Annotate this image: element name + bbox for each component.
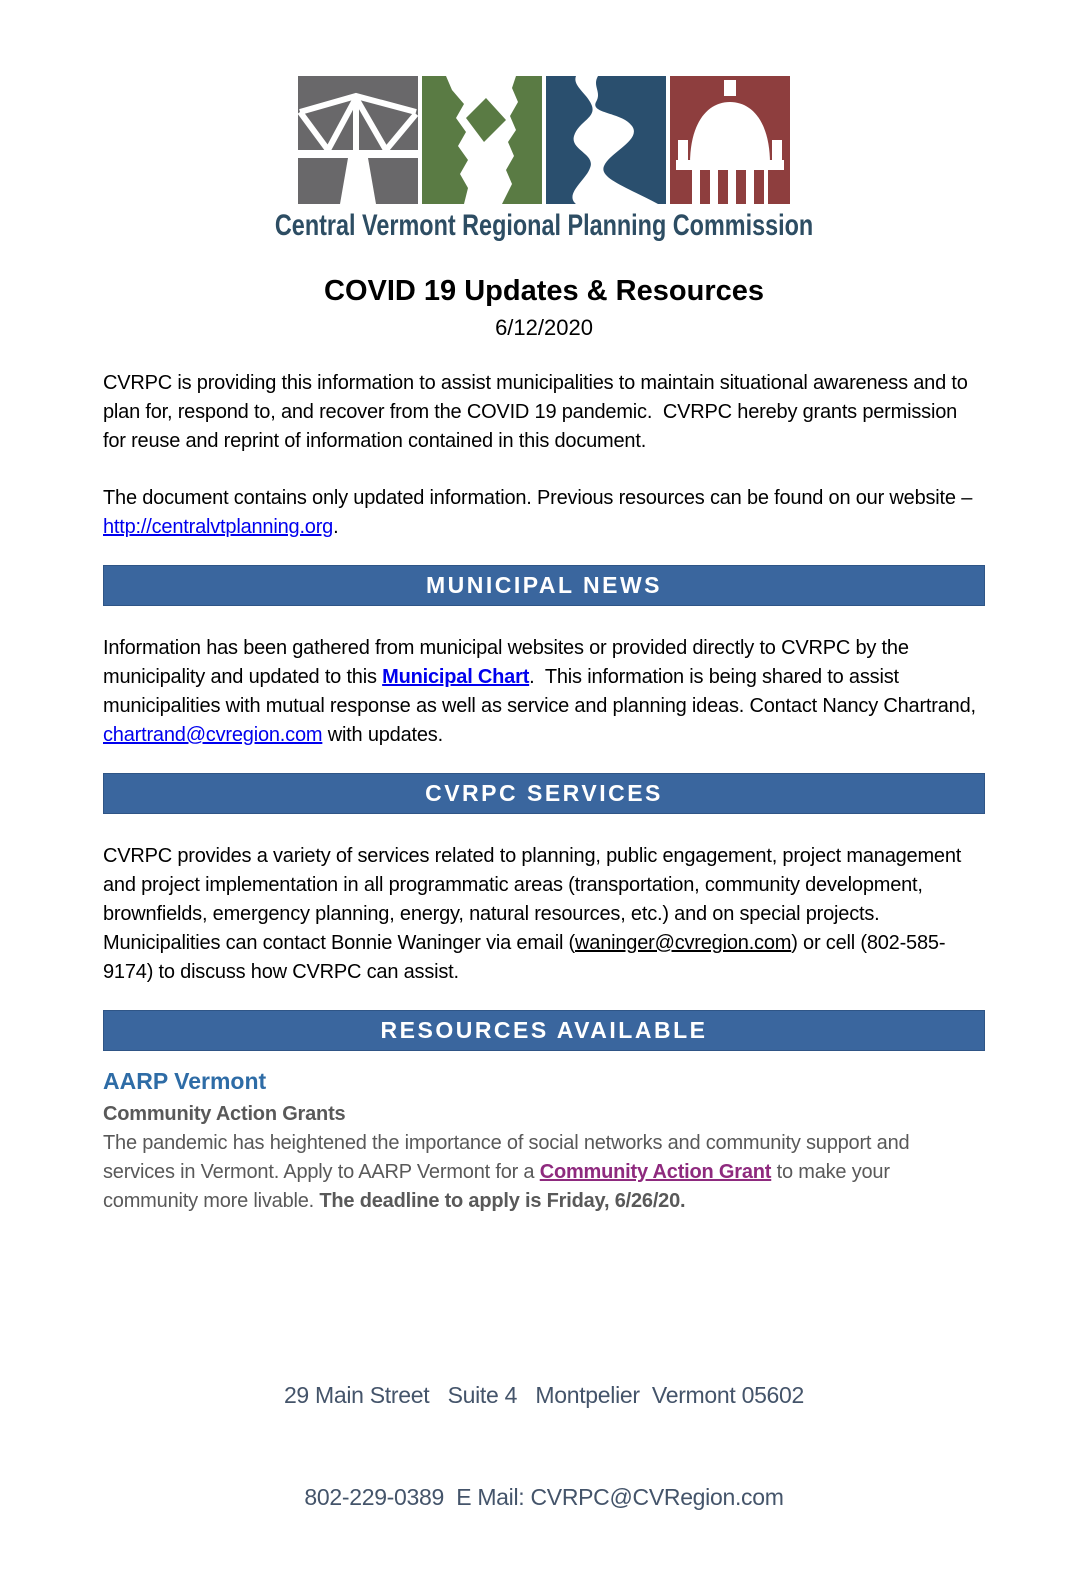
- document-date: 6/12/2020: [495, 315, 593, 340]
- municipal-text-mid: . This information is being shared to assist municipalities with mutual response as well as service and planning ideas. Contact Nancy Chartrand,: [103, 666, 982, 717]
- website-paragraph: [103, 484, 985, 542]
- page-title: COVID 19 Updates & Resources: [324, 275, 764, 307]
- services-text-after: ) or cell (802-585-9174) to discuss how CVRPC can assist.: [103, 932, 946, 983]
- municipal-text-before: Information has been gathered from municipal websites or provided directly to CVRPC by the municipality and updated to this: [103, 637, 915, 688]
- resources-available-banner: RESOURCES AVAILABLE: [103, 1010, 985, 1051]
- municipal-chart-link[interactable]: Municipal Chart: [382, 666, 530, 688]
- website-text-before: The document contains only updated information. Previous resources can be found on our website –: [103, 487, 978, 509]
- services-text-before: CVRPC provides a variety of services related to planning, public engagement, project management and project implementation in all programmatic areas (transportation, community development, brownfields, emergency planning, energy, natural resources, etc.) and on special projects. Municipalities can contact Bonnie Waninger via email (: [103, 845, 967, 954]
- logo-panel-row: [298, 76, 790, 204]
- winding-river-icon: [546, 76, 666, 204]
- footer-contact: 802-229-0389 E Mail: CVRPC@CVRegion.com: [304, 1484, 784, 1510]
- capitol-dome-icon: [670, 76, 790, 204]
- logo-caption: Central Vermont Regional Planning Commission: [274, 209, 814, 242]
- intro-text: CVRPC is providing this information to assist municipalities to maintain situational awareness and to plan for, respond to, and recover from the COVID 19 pandemic. CVRPC hereby grants permission for reuse and reprint of information contained in this document.: [103, 372, 974, 452]
- community-action-grant-link[interactable]: Community Action Grant: [539, 1161, 772, 1183]
- municipal-news-paragraph: [103, 634, 985, 750]
- deadline-text: The deadline to apply is Friday, 6/26/20.: [319, 1190, 686, 1212]
- footer-address: 29 Main Street Suite 4 Montpelier Vermont 05602: [283, 1382, 805, 1408]
- cvrpc-services-banner: CVRPC SERVICES: [103, 773, 985, 814]
- aarp-text-after: to make your community more livable.: [103, 1161, 896, 1212]
- document-body: [103, 369, 985, 1216]
- waninger-email-link[interactable]: waninger@cvregion.com: [575, 932, 792, 954]
- website-text-after: .: [333, 516, 339, 538]
- cvrpc-services-paragraph: [103, 842, 985, 987]
- vermont-state-icon: [422, 76, 542, 204]
- aarp-paragraph: [103, 1129, 985, 1216]
- aarp-vermont-heading: AARP Vermont: [103, 1068, 267, 1094]
- intro-paragraph: [103, 369, 985, 456]
- community-action-grants-subheading: Community Action Grants: [103, 1103, 346, 1125]
- aarp-text-before: The pandemic has heightened the importance of social networks and community support and services in Vermont. Apply to AARP Vermont for a: [103, 1132, 915, 1183]
- municipal-news-banner: MUNICIPAL NEWS: [103, 565, 985, 606]
- website-link[interactable]: http://centralvtplanning.org: [103, 516, 334, 538]
- truss-bridge-icon: [298, 76, 418, 204]
- municipal-text-after: with updates.: [322, 724, 443, 746]
- document-footer: [0, 1310, 1088, 1582]
- chartrand-email-link[interactable]: chartrand@cvregion.com: [103, 724, 323, 746]
- cvrpc-logo: [0, 0, 1088, 243]
